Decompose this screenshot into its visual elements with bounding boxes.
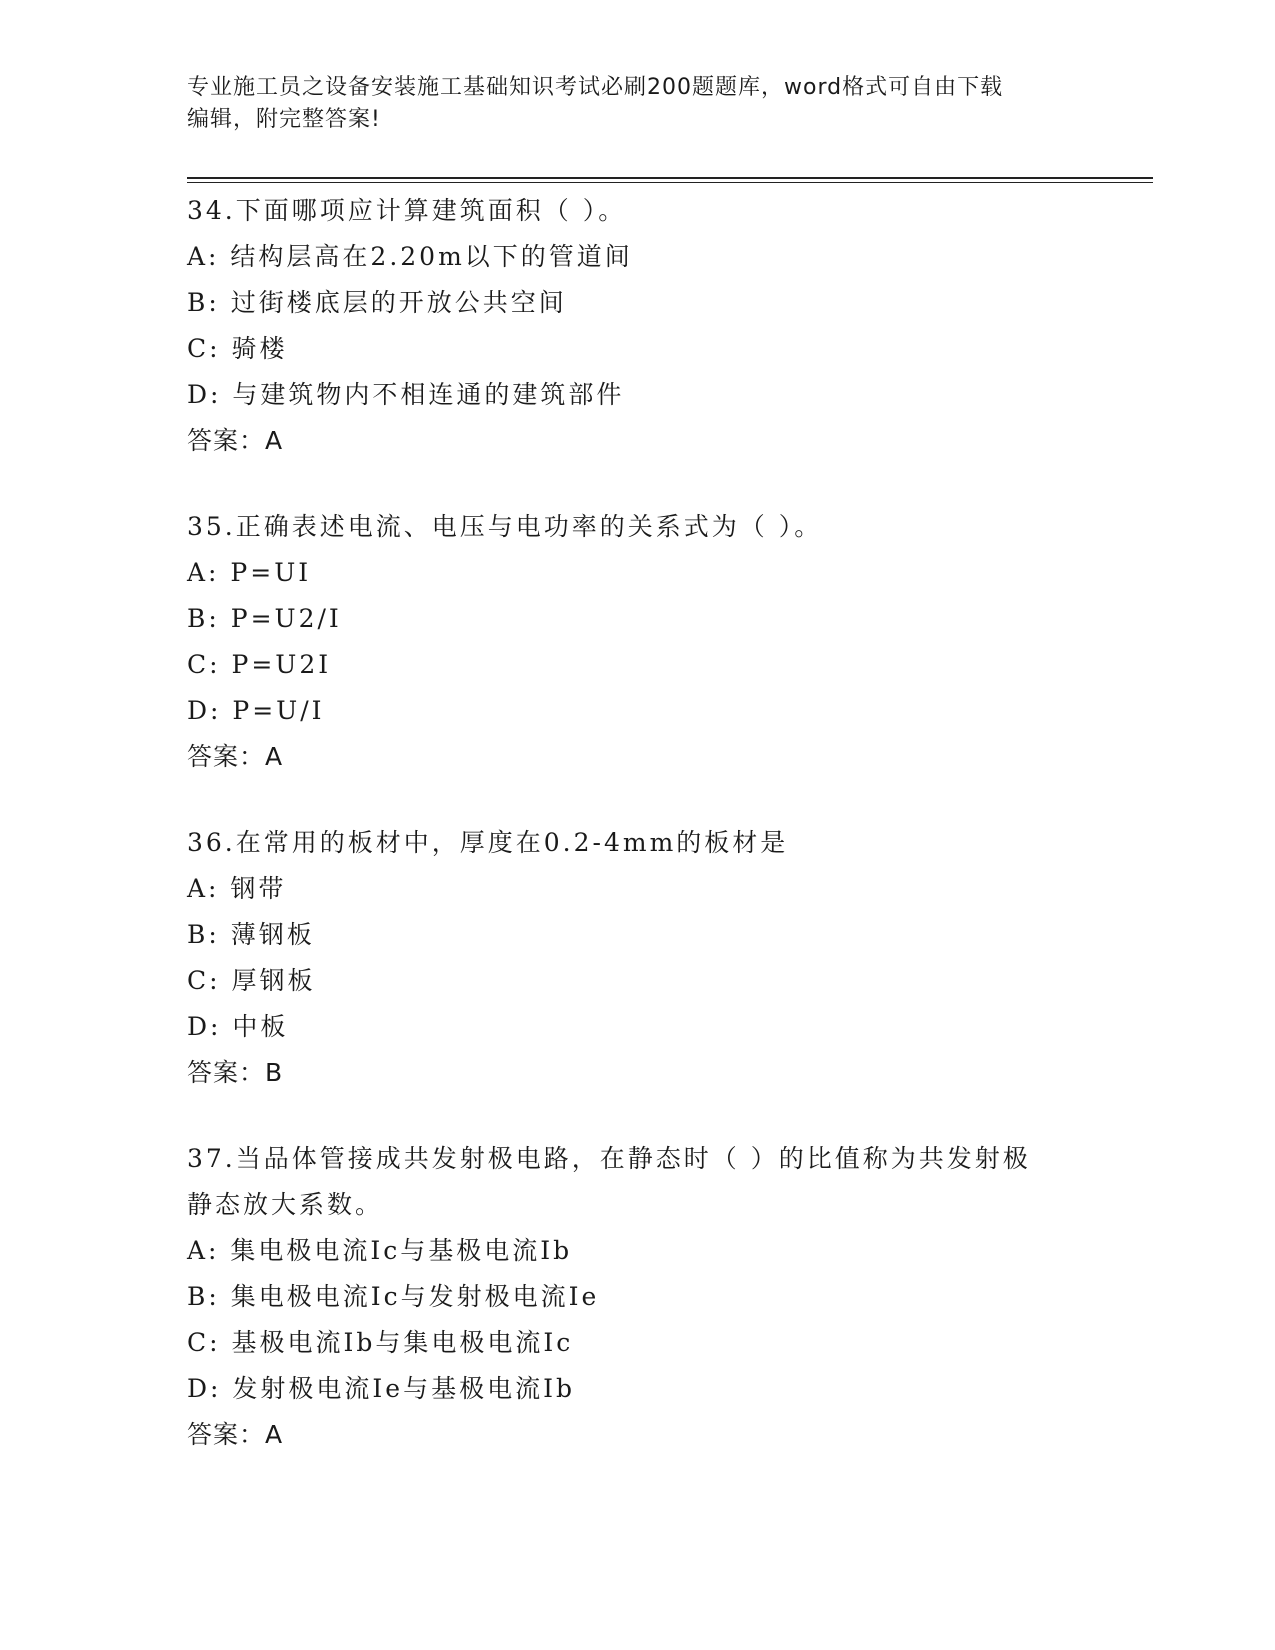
question-stem-line-2: 静态放大系数。: [187, 1190, 384, 1219]
option-d: D: 中板: [187, 1012, 289, 1041]
header-divider-thick: [187, 177, 1153, 179]
answer-label: 答案：A: [187, 426, 284, 455]
option-b: B: 集电极电流Ic与发射极电流Ie: [187, 1282, 600, 1311]
question-stem: 34.下面哪项应计算建筑面积（ ）。: [187, 196, 627, 225]
option-c: C: 厚钢板: [187, 966, 316, 995]
answer-label: 答案：A: [187, 1420, 284, 1449]
question-stem: 35.正确表述电流、电压与电功率的关系式为（ ）。: [187, 512, 823, 541]
option-a: A: 钢带: [187, 874, 287, 903]
header-divider-thin: [187, 182, 1153, 183]
header-line-1: 专业施工员之设备安装施工基础知识考试必刷200题题库，word格式可自由下载: [187, 75, 1004, 100]
answer-label: 答案：A: [187, 742, 284, 771]
header-line-2: 编辑，附完整答案!: [187, 107, 381, 132]
question-36: [187, 820, 1107, 1096]
answer-label: 答案：B: [187, 1058, 284, 1087]
question-stem: 36.在常用的板材中，厚度在0.2-4mm的板材是: [187, 828, 789, 857]
question-34: [187, 188, 1107, 464]
option-b: B: 过街楼底层的开放公共空间: [187, 288, 567, 317]
option-d: D: P=U/I: [187, 696, 325, 725]
option-a: A: 集电极电流Ic与基极电流Ib: [187, 1236, 573, 1265]
question-35: [187, 504, 1107, 780]
option-c: C: 骑楼: [187, 334, 288, 363]
option-d: D: 发射极电流Ie与基极电流Ib: [187, 1374, 575, 1403]
option-c: C: P=U2I: [187, 650, 332, 679]
question-list: [187, 188, 1107, 1498]
question-stem-line-1: 37.当品体管接成共发射极电路，在静态时（ ）的比值称为共发射极: [187, 1144, 1031, 1173]
option-a: A: P=UI: [187, 558, 312, 587]
option-a: A: 结构层高在2.20m以下的管道间: [187, 242, 633, 271]
option-b: B: 薄钢板: [187, 920, 315, 949]
option-b: B: P=U2/I: [187, 604, 342, 633]
document-header: [187, 72, 1087, 136]
option-c: C: 基极电流Ib与集电极电流Ic: [187, 1328, 574, 1357]
option-d: D: 与建筑物内不相连通的建筑部件: [187, 380, 625, 409]
question-37: [187, 1136, 1107, 1458]
